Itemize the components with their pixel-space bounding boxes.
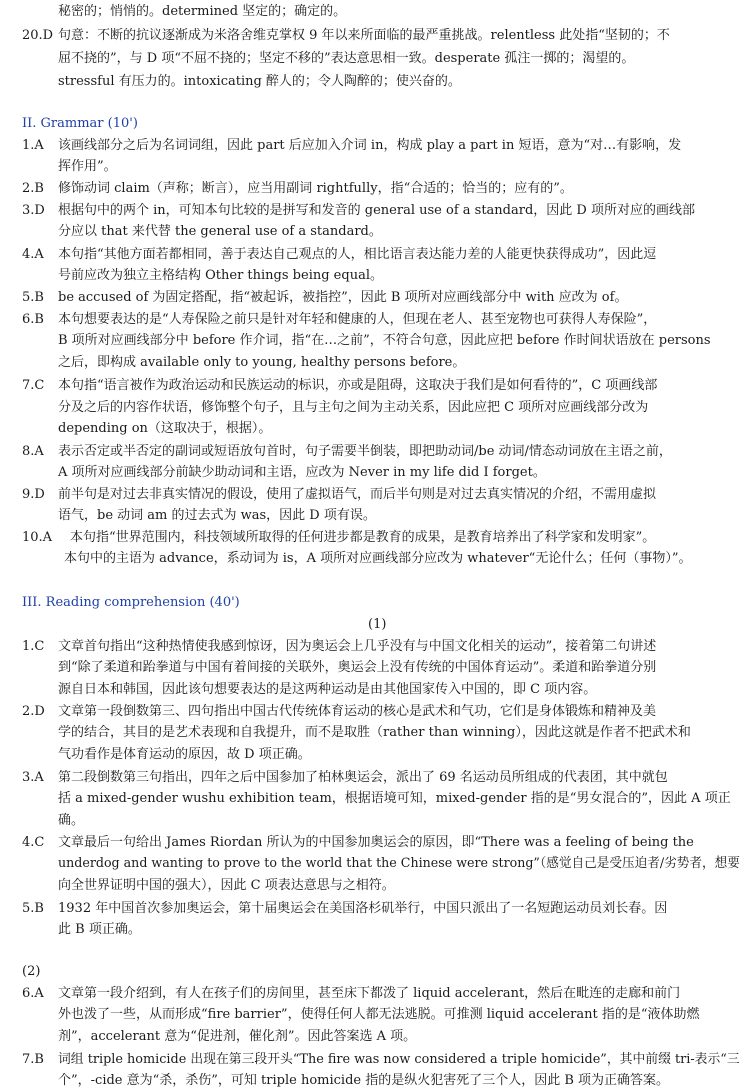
text-line: 号前应改为独立主格结构 Other things being equal。 — [58, 268, 383, 283]
text-line: 修饰动词 claim（声称；断言），应当用副词 rightfully，指“合适的；恰当的；应有的”。 — [58, 181, 573, 196]
item-number: 6.B — [22, 312, 44, 327]
text-line: 外也泼了一些，从而形成“fire barrier”，使得任何人都无法逃脱。可推测 liquid accelerant 指的是“液体助燃 — [58, 1007, 700, 1022]
text-line: A 项所对应画线部分前缺少助动词和主语，应改为 Never in my life did I forget。 — [58, 465, 546, 480]
item-number: 20.D — [22, 28, 54, 43]
text-line: 句意：不断的抗议逐渐成为米洛舍维克掌权 9 年以来所面临的最严重挑战。relentless 此处指“坚韧的；不 — [58, 28, 670, 43]
text-line: underdog and wanting to prove to the world that the Chinese were strong”（感觉自己是受压迫者/劣势者，想要 — [58, 856, 740, 871]
text-line: be accused of 为固定搭配，指“被起诉，被指控”，因此 B 项所对应画线部分中 with 应改为 of。 — [58, 290, 628, 305]
text-line: 语气，be 动词 am 的过去式为 was，因此 D 项有误。 — [58, 508, 376, 523]
item-number: 2.B — [22, 181, 44, 196]
text-line: 确。 — [58, 813, 85, 828]
item-number: 4.A — [22, 247, 44, 262]
text-line: 1932 年中国首次参加奥运会，第十届奥运会在美国洛杉矶举行，中国只派出了一名短跑运动员刘长春。因 — [58, 901, 668, 916]
text-line: 剂”，accelerant 意为“促进剂，催化剂”。因此答案选 A 项。 — [58, 1029, 417, 1044]
section-heading-grammar: II. Grammar (10') — [22, 116, 138, 131]
text-line: 之后，即构成 available only to young, healthy persons before。 — [58, 355, 466, 370]
text-line: 表示否定或半否定的副词或短语放句首时，句子需要半倒装，即把助动词/be 动词/情态动词放在主语之前， — [58, 444, 672, 459]
text-line: 学的结合，其目的是艺术表现和自我提升，而不是取胜（rather than winning），因此这就是作者不把武术和 — [58, 725, 691, 740]
item-number: 7.B — [22, 1052, 44, 1067]
item-number: 1.A — [22, 138, 44, 153]
text-line: depending on（这取决于，根据）。 — [58, 421, 272, 436]
text-line: 秘密的；悄悄的。determined 坚定的；确定的。 — [58, 4, 347, 19]
text-line: 根据句中的两个 in，可知本句比较的是拼写和发音的 general use of a standard，因此 D 项所对应的画线部 — [58, 203, 695, 218]
text-line: 屈不挠的”，与 D 项“不屈不挠的；坚定不移的”表达意思相一致。desperate 孤注一掷的；渴望的。 — [58, 51, 635, 66]
text-line: 气功看作是体育运动的原因，故 D 项正确。 — [58, 747, 311, 762]
item-number: 3.D — [22, 203, 45, 218]
item-number: 9.D — [22, 487, 45, 502]
text-line: 文章第一段介绍到，有人在孩子们的房间里，甚至床下都泼了 liquid accelerant，然后在毗连的走廊和前门 — [58, 986, 681, 1001]
item-number: 2.D — [22, 704, 45, 719]
text-line: 本句指“其他方面若都相同，善于表达自己观点的人，相比语言表达能力差的人能更快获得成功”，因此逗 — [58, 247, 657, 262]
text-line: B 项所对应画线部分中 before 作介词，指“在…之前”，不符合句意，因此应把 before 作时间状语放在 persons — [58, 333, 711, 348]
text-line: 分应以 that 来代替 the general use of a standard。 — [58, 224, 382, 239]
item-number: 10.A — [22, 530, 53, 545]
text-line: 文章首句指出“这种热情使我感到惊讶，因为奥运会上几乎没有与中国文化相关的运动”，接着第二句讲述 — [58, 639, 657, 654]
passage-label: (1) — [368, 617, 387, 632]
section-heading-reading: III. Reading comprehension (40') — [22, 595, 240, 610]
text-line: 挥作用”。 — [58, 159, 117, 174]
item-number: 4.C — [22, 835, 45, 850]
text-line: 本句指“世界范围内，科技领域所取得的任何进步都是教育的成果，是教育培养出了科学家和发明家”。 — [70, 530, 656, 545]
text-line: 第二段倒数第三句指出，四年之后中国参加了柏林奥运会，派出了 69 名运动员所组成的代表团，其中就包 — [58, 770, 668, 785]
text-line: 词组 triple homicide 出现在第三段开头“The fire was now considered a triple homicide”，其中前缀 tri-表示“三 — [58, 1052, 740, 1067]
text-line: 此 B 项正确。 — [58, 922, 141, 937]
item-number: 5.B — [22, 901, 44, 916]
text-line: 本句指“语言被作为政治运动和民族运动的标识，亦或是阻碍，这取决于我们是如何看待的”，C 项画线部 — [58, 378, 658, 393]
text-line: stressful 有压力的。intoxicating 醉人的；令人陶醉的；使兴奋的。 — [58, 74, 461, 89]
item-number: 7.C — [22, 378, 45, 393]
item-number: 8.A — [22, 444, 44, 459]
text-line: 个”，-cide 意为“杀，杀伤”，可知 triple homicide 指的是纵火犯害死了三个人，因此 B 项为正确答案。 — [58, 1073, 670, 1088]
text-line: 向全世界证明中国的强大），因此 C 项表达意思与之相符。 — [58, 878, 395, 893]
text-line: 源自日本和韩国，因此该句想要表达的是这两种运动是由其他国家传入中国的，即 C 项内容。 — [58, 682, 597, 697]
item-number: 3.A — [22, 770, 44, 785]
text-line: 该画线部分之后为名词词组，因此 part 后应加入介词 in，构成 play a part in 短语，意为“对…有影响，发 — [58, 138, 682, 153]
passage-label: (2) — [22, 964, 41, 979]
text-line: 括 a mixed-gender wushu exhibition team，根据语境可知，mixed-gender 指的是“男女混合的”，因此 A 项正 — [58, 791, 731, 806]
text-line: 本句想要表达的是“人寿保险之前只是针对年轻和健康的人，但现在老人、甚至宠物也可获得人寿保险”， — [58, 312, 657, 327]
text-line: 到“除了柔道和跆拳道与中国有着间接的关联外，奥运会上没有传统的中国体育运动”。柔道和跆拳道分别 — [58, 660, 657, 675]
item-number: 5.B — [22, 290, 44, 305]
text-line: 分及之后的内容作状语，修饰整个句子，且与主句之间为主动关系，因此应把 C 项所对应画线部分改为 — [58, 400, 649, 415]
item-number: 6.A — [22, 986, 44, 1001]
text-line: 前半句是对过去非真实情况的假设，使用了虚拟语气，而后半句则是对过去真实情况的介绍，不需用虚拟 — [58, 487, 657, 502]
item-number: 1.C — [22, 639, 45, 654]
text-line: 本句中的主语为 advance，系动词为 is，A 项所对应画线部分应改为 whatever“无论什么；任何（事物）”。 — [64, 551, 692, 566]
text-line: 文章第一段倒数第三、四句指出中国古代传统体育运动的核心是武术和气功，它们是身体锻炼和精神及美 — [58, 704, 657, 719]
text-line: 文章最后一句给出 James Riordan 所认为的中国参加奥运会的原因，即“There was a feeling of being the — [58, 835, 694, 850]
